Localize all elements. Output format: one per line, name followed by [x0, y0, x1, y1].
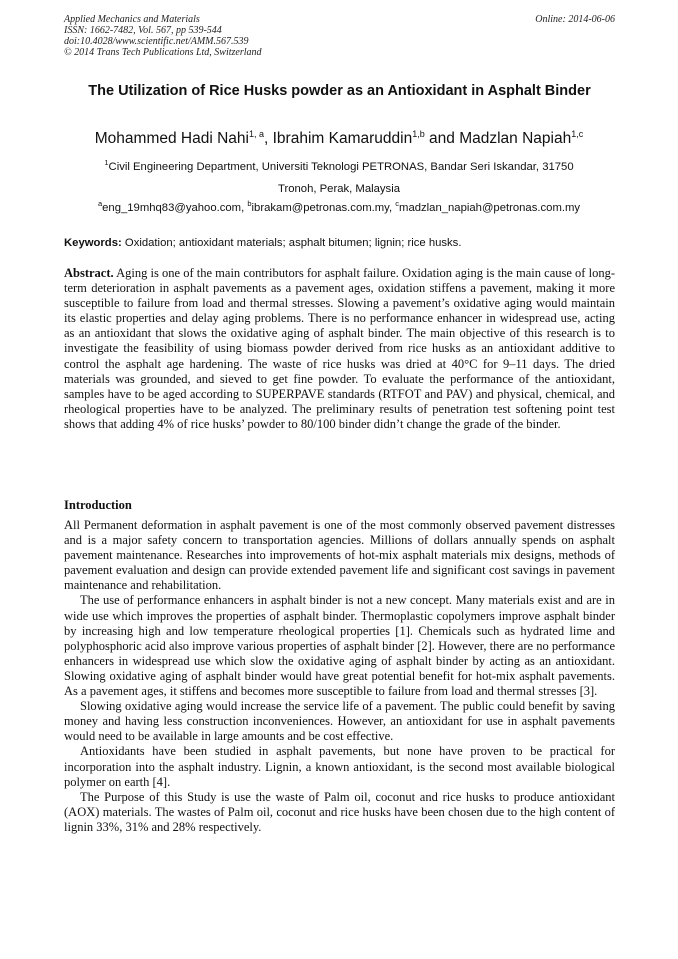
affiliation-line: Civil Engineering Department, Universiti Teknologi PETRONAS, Bandar Seri Iskandar, 31750 [108, 161, 574, 173]
email-separator: , [241, 202, 248, 214]
online-date: Online: 2014-06-06 [535, 14, 615, 25]
author-separator: and [424, 130, 460, 147]
abstract-text: Aging is one of the main contributors for asphalt failure. Oxidation aging is the main cause of long-term deterioration in asphalt pavements as a pavement ages, oxidation stiffens a pavement, making it more susceptible to failure from load and thermal stresses. Slowing a pavement’s oxidative aging would maintain its elastic properties and delay aging problems. There is no performance enhancer in widespread use, acting as an antioxidant that slows the oxidative aging of asphalt binder. The main objective of this research is to investigate the feasibility of using biomass powder derived from rice husks as an antioxidant additive to control the asphalt age hardening. The waste of rice husks was dried at 40°C for 9–11 days. The dried materials was grounded, and sieved to get fine powder. To evaluate the performance of the antioxidant, samples have to be aged according to SUPERPAVE standards (RTFOT and PAV) and physical, chemical, and rheological properties have to be analyzed. The preliminary results of penetration test softening point test shows that adding 4% of rice husks’ powder to 80/100 binder didn’t change the grade of the binder. [64, 266, 616, 431]
email-mark: b [247, 199, 252, 209]
author-separator: , [264, 130, 273, 147]
keywords-label: Keywords: [64, 237, 122, 249]
paragraph: The Purpose of this Study is use the waste of Palm oil, coconut and rice husks to produce antioxidant (AOX) materials. The wastes of Palm oil, coconut and rice husks have been chosen due to the high content of lignin 33%, 31% and 28% respectively. [64, 789, 615, 834]
paper-title: The Utilization of Rice Husks powder as an Antioxidant in Asphalt Binder [88, 83, 591, 99]
keywords-text: Oxidation; antioxidant materials; asphalt bitumen; lignin; rice husks. [124, 237, 462, 249]
affiliation-line: Tronoh, Perak, Malaysia [277, 183, 400, 195]
abstract [64, 266, 615, 432]
journal-name: Applied Mechanics and Materials [64, 14, 200, 25]
affiliation-mark: 1 [104, 158, 109, 168]
introduction-heading: Introduction [64, 498, 132, 512]
email-list [40, 201, 638, 215]
paragraph: All Permanent deformation in asphalt pavement is one of the most commonly observed pavement distresses and is a major safety concern to transportation agencies. Millions of dollars annually spends on asphalt pavement maintenance. Researches into improvements of hot-mix asphalt materials mix designs, methods of pavement evaluation and design can provide extended pavement life and significant cost savings in pavement maintenance and rehabilitation. [64, 518, 615, 593]
author-list [40, 130, 638, 148]
email-mark: a [97, 199, 103, 209]
author-name: Ibrahim Kamaruddin [272, 130, 413, 147]
keywords [64, 236, 615, 250]
introduction-body [64, 518, 615, 835]
journal-issn: ISSN: 1662-7482, Vol. 567, pp 539-544 [64, 25, 222, 36]
journal-header [64, 14, 262, 58]
paragraph: The use of performance enhancers in asphalt binder is not a new concept. Many materials exist and are in wide use which improves the properties of asphalt binder. Thermoplastic copolymers improve asphalt binder by increasing high and low temperature rheological properties [1]. Chemicals such as hydrated lime and polyphosphoric acid also improve various properties of asphalt binder [2]. However, there are no performance enhancers in widespread use which slow the oxidative aging of asphalt binder by acting as an antioxidant. Slowing oxidative aging of asphalt binder would have great potential benefit for hot-mix asphalt pavements. As a pavement ages, it stiffens and becomes more susceptible to failure from load and thermal stresses [3]. [64, 593, 615, 699]
author-affiliation-mark: 1,c [571, 128, 584, 139]
paragraph: Antioxidants have been studied in asphalt pavements, but none have proven to be practical for incorporation into the asphalt industry. Lignin, a known antioxidant, is the second most available biological polymer on earth [4]. [64, 744, 615, 789]
author-name: Mohammed Hadi Nahi [94, 130, 249, 147]
author-affiliation-mark: 1, a [248, 128, 264, 139]
author-affiliation-mark: 1,b [412, 128, 425, 139]
email-link[interactable]: eng_19mhq83@yahoo.com [102, 202, 242, 214]
paragraph: Slowing oxidative aging would increase the service life of a pavement. The public could benefit by saving money and having less construction inconveniences. However, an antioxidant for use in asphalt pavements would need to be available in large amounts and be cost effective. [64, 699, 615, 744]
author-name: Madzlan Napiah [459, 130, 572, 147]
abstract-label: Abstract. [64, 266, 114, 280]
affiliation [40, 156, 638, 200]
email-link[interactable]: madzlan_napiah@petronas.com.my [399, 202, 581, 214]
doi-link[interactable]: doi:10.4028/www.scientific.net/AMM.567.539 [64, 36, 249, 47]
email-mark: c [395, 199, 400, 209]
email-link[interactable]: ibrakam@petronas.com.my [251, 202, 389, 214]
copyright-notice: © 2014 Trans Tech Publications Ltd, Switzerland [64, 47, 262, 58]
email-separator: , [389, 202, 396, 214]
